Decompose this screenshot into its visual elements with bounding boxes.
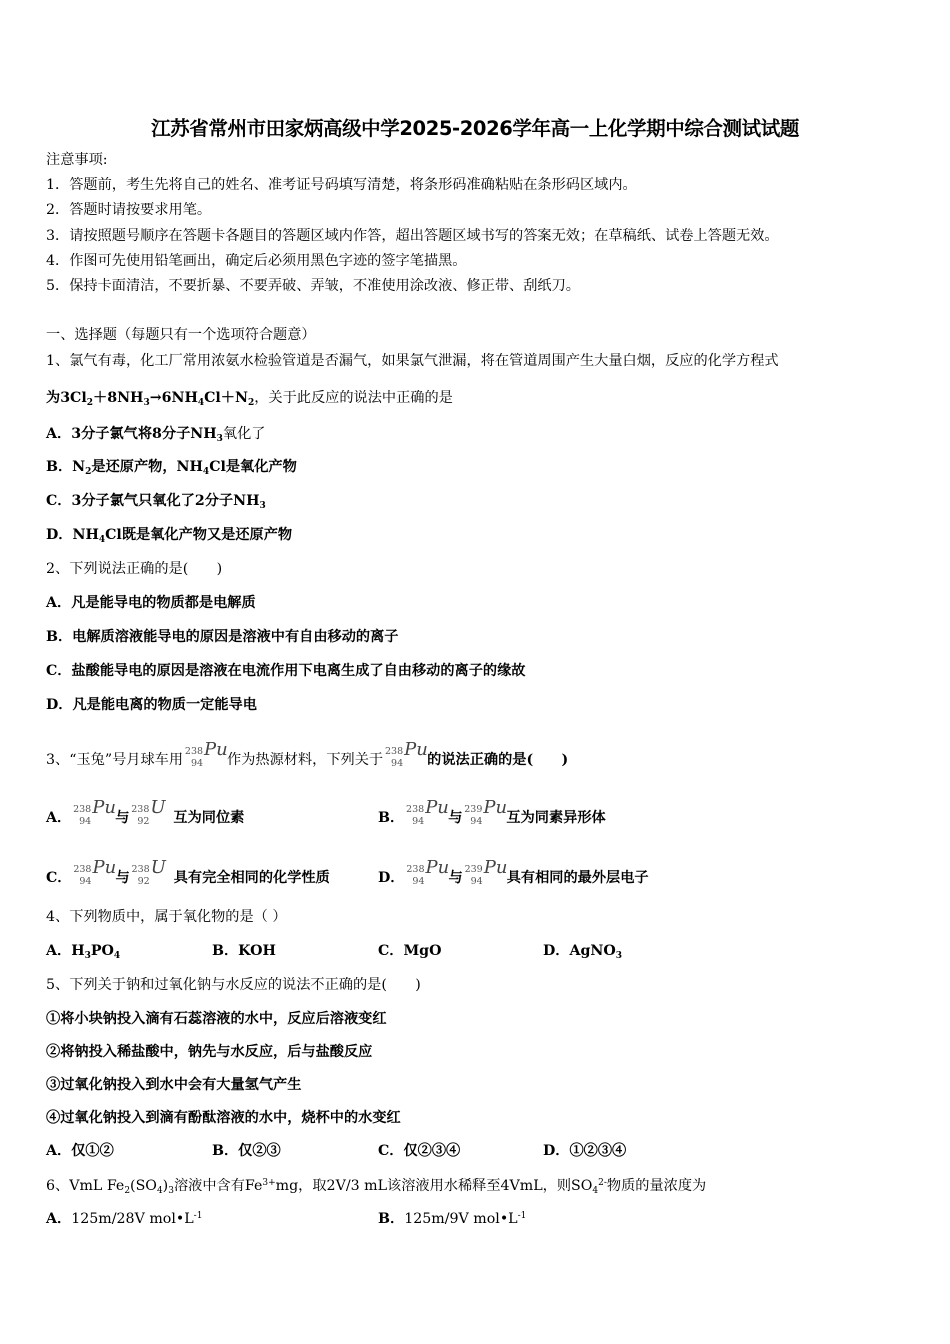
question-4-option-a: A．$H_3PO_4$ <box>46 943 121 961</box>
notice-item: 3．请按照题号顺序在答题卡各题目的答题区域内作答，超出答题区域书写的答案无效；在草稿纸、试卷上答题无效。 <box>46 228 779 244</box>
question-6-stem: 6、VmL $Fe_2(SO_4)_3$溶液中含有$Fe^{3+}mg$，取2V/3 mL该溶液用水稀释至4VmL，则$SO_4^{2-}$物质的量浓度为 <box>46 1178 707 1196</box>
section-heading: 一、选择题（每题只有一个选项符合题意） <box>46 327 316 343</box>
nuclide-pu238: 238 94 Pu <box>184 739 228 769</box>
question-1-stem: 1、氯气有毒，化工厂常用浓氨水检验管道是否漏气，如果氯气泄漏，将在管道周围产生大量白烟，反应的化学方程式 <box>46 353 779 369</box>
question-5-stem: 5、下列关于钠和过氧化钠与水反应的说法不正确的是( ) <box>46 977 421 993</box>
question-3-option-d: D． 238 94 Pu 与 239 94 Pu 具有相同的最外层电子 <box>378 857 649 887</box>
question-5-option-c: C．仅②③④ <box>378 1143 461 1159</box>
nuclide-u238: 238 92 U <box>131 857 166 887</box>
nuclide-u238: 238 92 U <box>131 797 166 827</box>
notice-item: 1．答题前，考生先将自己的姓名、准考证号码填写清楚，将条形码准确粘贴在条形码区域内。 <box>46 177 637 193</box>
question-4-option-c: C．MgO <box>378 943 442 959</box>
question-1-option-c: C．3分子氯气只氧化了2分子$NH_3$ <box>46 493 266 511</box>
notice-item: 2．答题时请按要求用笔。 <box>46 202 212 218</box>
question-2-option-a: A．凡是能导电的物质都是电解质 <box>46 595 256 611</box>
question-4-option-b: B．KOH <box>212 943 276 959</box>
question-4-stem: 4、下列物质中，属于氧化物的是（ ） <box>46 909 287 925</box>
question-2-option-b: B．电解质溶液能导电的原因是溶液中有自由移动的离子 <box>46 629 399 645</box>
nuclide-pu238: 238 94 Pu <box>73 797 116 827</box>
nuclide-pu238: 238 94 Pu <box>406 857 450 887</box>
question-1-option-a: A．3分子氯气将8分子$NH_3$氧化了 <box>46 426 266 444</box>
question-6-option-a: A．125m/28V $mol•L^{-1}$ <box>46 1211 203 1227</box>
question-5-statement: ①将小块钠投入滴有石蕊溶液的水中，反应后溶液变红 <box>46 1011 387 1027</box>
nuclide-pu239: 239 94 Pu <box>464 797 508 827</box>
question-2-stem: 2、下列说法正确的是( ) <box>46 561 223 577</box>
question-3-option-a: A． 238 94 Pu 与 238 92 U 互为同位素 <box>46 797 245 827</box>
notice-item: 4．作图可先使用铅笔画出，确定后必须用黑色字迹的签字笔描黑。 <box>46 253 467 269</box>
question-3-option-c: C． 238 94 Pu 与 238 92 U 具有完全相同的化学性质 <box>46 857 330 887</box>
page-title: 江苏省常州市田家炳高级中学2025-2026学年高一上化学期中综合测试试题 <box>151 117 799 140</box>
question-1-equation: 为$3Cl_2+8NH_3\to 6NH_4Cl+N_2$，关于此反应的说法中正确的是 <box>46 390 453 408</box>
question-5-option-a: A．仅①② <box>46 1143 114 1159</box>
question-2-option-c: C．盐酸能导电的原因是溶液在电流作用下电离生成了自由移动的离子的缘故 <box>46 663 526 679</box>
question-5-statement: ②将钠投入稀盐酸中，钠先与水反应，后与盐酸反应 <box>46 1044 373 1060</box>
question-3-stem: 3、“玉兔”号月球车用 238 94 Pu 作为热源材料，下列关于 238 94 Pu 的说法正确的是( ) <box>46 739 569 769</box>
nuclide-pu238: 238 94 Pu <box>384 739 428 769</box>
question-5-statement: ③过氧化钠投入到水中会有大量氢气产生 <box>46 1077 302 1093</box>
nuclide-pu238: 238 94 Pu <box>73 857 117 887</box>
question-5-option-b: B．仅②③ <box>212 1143 281 1159</box>
question-1-option-d: D．$NH_4Cl$既是氧化产物又是还原产物 <box>46 527 293 545</box>
notice-heading: 注意事项: <box>46 152 108 168</box>
question-2-option-d: D．凡是能电离的物质一定能导电 <box>46 697 257 713</box>
question-5-statement: ④过氧化钠投入到滴有酚酞溶液的水中，烧杯中的水变红 <box>46 1110 401 1126</box>
question-4-option-d: D．AgNO$_3$ <box>543 943 623 961</box>
question-6-option-b: B．125m/9V $mol•L^{-1}$ <box>378 1211 527 1227</box>
notice-item: 5．保持卡面清洁，不要折暴、不要弄破、弄皱，不准使用涂改液、修正带、刮纸刀。 <box>46 278 580 294</box>
question-5-option-d: D．①②③④ <box>543 1143 627 1159</box>
question-1-option-b: B．$N_2$是还原产物，$NH_4Cl$是氧化产物 <box>46 459 297 477</box>
nuclide-pu238: 238 94 Pu <box>406 797 449 827</box>
nuclide-pu239: 239 94 Pu <box>464 857 508 887</box>
question-3-option-b: B． 238 94 Pu 与 239 94 Pu 互为同素异形体 <box>378 797 606 827</box>
